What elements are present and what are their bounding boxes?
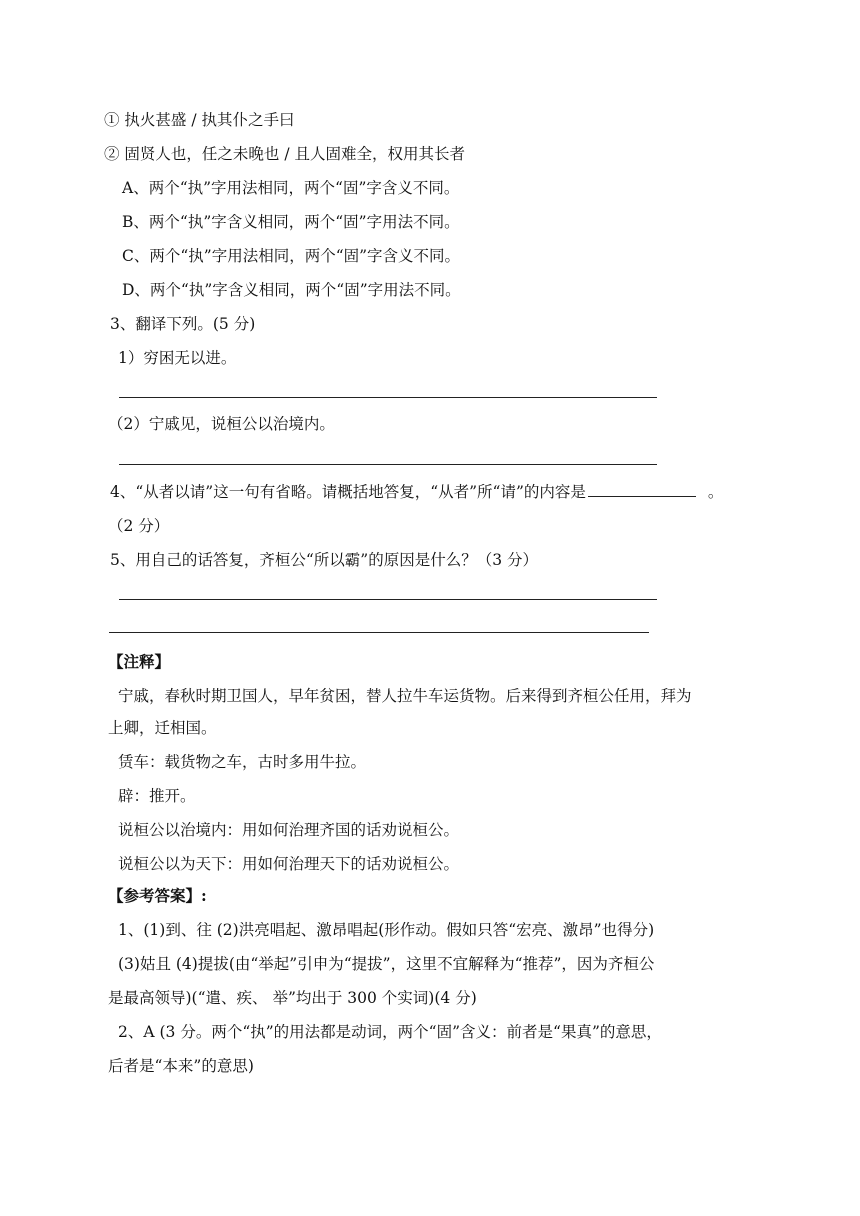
notes-header: 【注释】 — [108, 652, 171, 671]
question-4-text: 4、“从者以请”这一句有省略。请概括地答复，“从者”所“请”的内容是 — [110, 483, 586, 501]
question-item-2: ② 固贤人也，任之未晚也 / 且人固难全，权用其长者 — [104, 145, 466, 163]
answer-blank-4 — [588, 482, 696, 497]
answers-header: 【参考答案】: — [108, 886, 207, 905]
answer-line-5-1 — [119, 599, 657, 600]
option-a: A、两个“执”字用法相同，两个“固”字含义不同。 — [122, 179, 460, 197]
question-4 — [110, 482, 723, 502]
option-c: C、两个“执”字用法相同，两个“固”字含义不同。 — [122, 247, 461, 265]
note-1-line-1: 宁戚，春秋时期卫国人，早年贫困，替人拉牛车运货物。后来得到齐桓公任用，拜为 — [118, 687, 692, 705]
answer-line-3-1 — [119, 397, 657, 398]
option-b: B、两个“执”字含义相同，两个“固”字用法不同。 — [122, 213, 460, 231]
answer-2-line-2: 后者是“本来”的意思) — [108, 1057, 254, 1075]
note-1-line-2: 上卿，迁相国。 — [108, 719, 217, 737]
answer-2-line-1: 2、A (3 分。两个“执”的用法都是动词，两个“固”含义：前者是“果真”的意思， — [118, 1023, 662, 1041]
answer-line-5-2 — [109, 632, 649, 633]
note-5: 说桓公以为天下：用如何治理天下的话劝说桓公。 — [118, 855, 460, 873]
question-item-1: ① 执火甚盛 / 执其仆之手曰 — [104, 111, 295, 129]
question-4-end: 。 — [707, 483, 724, 501]
answer-line-3-2 — [119, 464, 657, 465]
note-2: 赁车：载货物之车，古时多用牛拉。 — [118, 753, 367, 771]
question-4-score: （2 分） — [108, 517, 170, 535]
option-d: D、两个“执”字含义相同，两个“固”字用法不同。 — [122, 281, 461, 299]
answer-1-line-3: 是最高领导)(“遣、疾、 举”均出于 300 个实词)(4 分) — [108, 989, 477, 1007]
answer-1-line-2: (3)姑且 (4)提拔(由“举起”引申为“提拔”，这里不宜解释为“推荐”，因为齐桓公 — [118, 955, 655, 973]
question-3-title: 3、翻译下列。(5 分) — [110, 315, 256, 333]
question-5: 5、用自己的话答复，齐桓公“所以霸”的原因是什么？（3 分） — [110, 551, 539, 569]
question-3-part-2: （2）宁戚见，说桓公以治境内。 — [108, 415, 335, 433]
answer-1-line-1: 1、(1)到、往 (2)洪亮唱起、激昂唱起(形作动。假如只答“宏亮、激昂”也得分) — [118, 921, 655, 939]
question-3-part-1: 1）穷困无以进。 — [118, 349, 237, 367]
note-4: 说桓公以治境内：用如何治理齐国的话劝说桓公。 — [118, 821, 460, 839]
note-3: 辟：推开。 — [118, 787, 196, 805]
